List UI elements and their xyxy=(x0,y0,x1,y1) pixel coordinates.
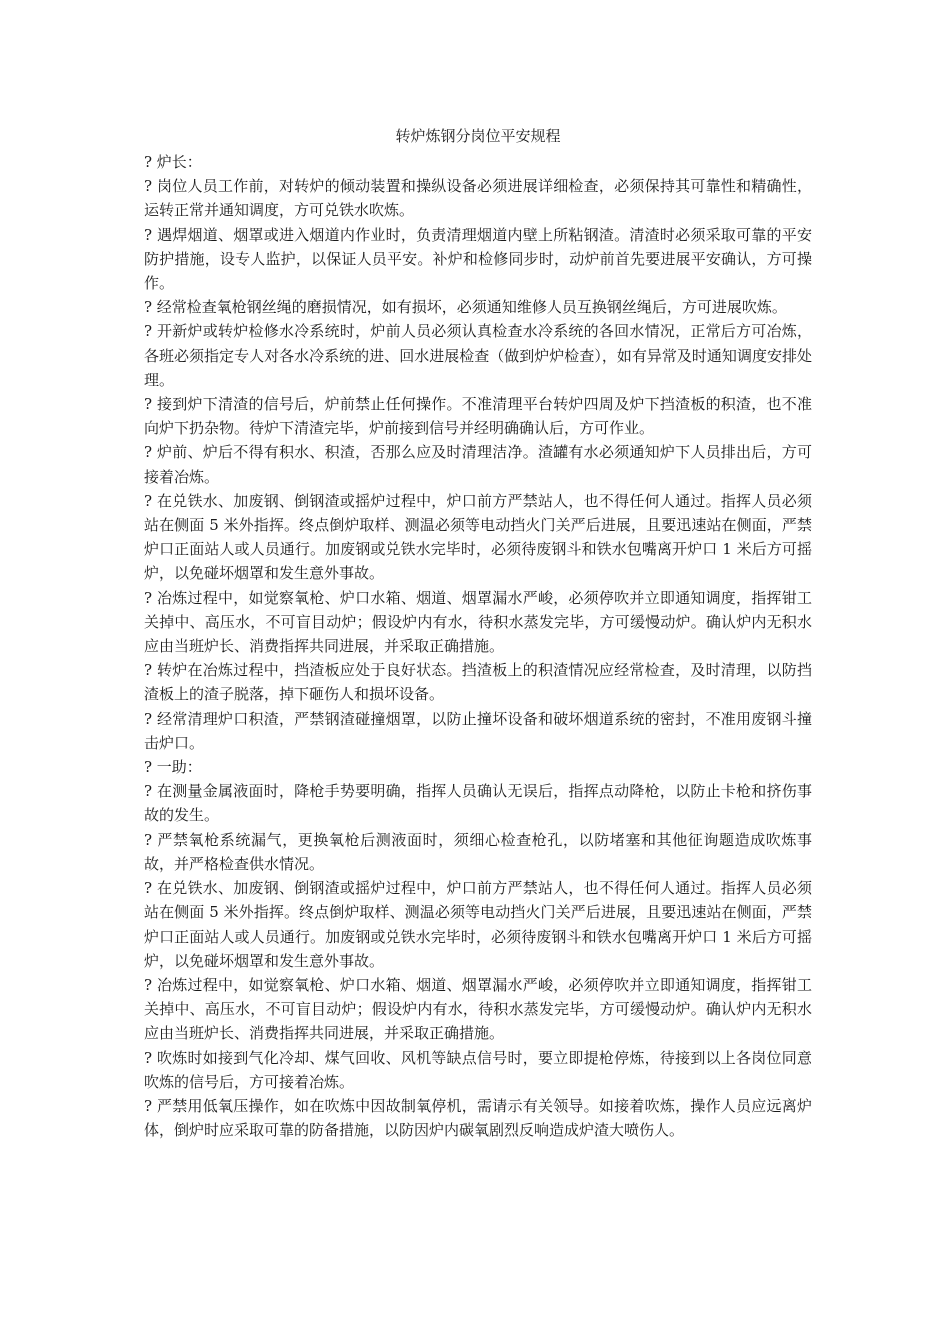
paragraph: ? 一助： xyxy=(144,758,202,777)
paragraph-list xyxy=(144,150,812,1142)
paragraph: ? 在兑铁水、加废钢、倒钢渣或摇炉过程中，炉口前方严禁站人，也不得任何人通过。指挥人员必须站在侧面 5 米外指挥。终点倒炉取样、测温必须等电动挡火门关严后进展，且要迅速站在侧面，严禁炉口正面站人或人员通行。加废钢或兑铁水完毕时，必须待废钢斗和铁水包嘴离开炉口 1 米后方可摇炉，以免碰坏烟罩和发生意外事故。 xyxy=(144,491,812,583)
document-title: 转炉炼钢分岗位平安规程 xyxy=(395,127,561,145)
paragraph: ? 接到炉下清渣的信号后，炉前禁止任何操作。不准清理平台转炉四周及炉下挡渣板的积渣，也不准向炉下扔杂物。待炉下清渣完毕，炉前接到信号并经明确确认后，方可作业。 xyxy=(144,395,812,438)
paragraph: ? 经常检查氧枪钢丝绳的磨损情况，如有损坏，必须通知维修人员互换钢丝绳后，方可进展吹炼。 xyxy=(144,298,787,317)
paragraph: ? 冶炼过程中，如觉察氧枪、炉口水箱、烟道、烟罩漏水严峻，必须停吹并立即通知调度，指挥钳工关掉中、高压水，不可盲目动炉；假设炉内有水，待积水蒸发完毕，方可缓慢动炉。确认炉内无积水应由当班炉长、消费指挥共同进展，并采取正确措施。 xyxy=(144,975,812,1043)
paragraph: ? 炉长： xyxy=(144,153,202,171)
paragraph: ? 经常清理炉口积渣，严禁钢渣碰撞烟罩，以防止撞坏设备和破坏烟道系统的密封，不准用废钢斗撞击炉口。 xyxy=(144,709,812,752)
document-body xyxy=(144,124,812,1142)
paragraph: ? 遇焊烟道、烟罩或进入烟道内作业时，负责清理烟道内壁上所粘钢渣。清渣时必须采取可靠的平安防护措施，设专人监护，以保证人员平安。补炉和检修同步时，动炉前首先要进展平安确认，方可操作。 xyxy=(144,225,812,293)
paragraph: ? 转炉在冶炼过程中，挡渣板应处于良好状态。挡渣板上的积渣情况应经常检查，及时清理，以防挡渣板上的渣子脱落，掉下砸伤人和损坏设备。 xyxy=(144,661,812,704)
paragraph: ? 吹炼时如接到气化冷却、煤气回收、风机等缺点信号时，要立即提枪停炼，待接到以上各岗位同意吹炼的信号后，方可接着冶炼。 xyxy=(144,1048,812,1091)
paragraph: ? 炉前、炉后不得有积水、积渣，否那么应及时清理洁净。渣罐有水必须通知炉下人员排出后，方可接着冶炼。 xyxy=(144,443,812,486)
paragraph: ? 严禁用低氧压操作，如在吹炼中因故制氧停机，需请示有关领导。如接着吹炼，操作人员应远离炉体，倒炉时应采取可靠的防备措施，以防因炉内碳氧剧烈反响造成炉渣大喷伤人。 xyxy=(144,1096,812,1140)
paragraph: ? 严禁氧枪系统漏气，更换氧枪后测液面时，须细心检查枪孔，以防堵塞和其他征询题造成吹炼事故，并严格检查供水情况。 xyxy=(144,830,812,873)
paragraph: ? 开新炉或转炉检修水冷系统时，炉前人员必须认真检查水冷系统的各回水情况，正常后方可冶炼，各班必须指定专人对各水冷系统的进、回水进展检查（做到炉炉检查），如有异常及时通知调度安排处理。 xyxy=(144,322,812,389)
paragraph: ? 冶炼过程中，如觉察氧枪、炉口水箱、烟道、烟罩漏水严峻，必须停吹并立即通知调度，指挥钳工关掉中、高压水，不可盲目动炉；假设炉内有水，待积水蒸发完毕，方可缓慢动炉。确认炉内无积水应由当班炉长、消费指挥共同进展，并采取正确措施。 xyxy=(144,588,812,656)
paragraph: ? 在兑铁水、加废钢、倒钢渣或摇炉过程中，炉口前方严禁站人，也不得任何人通过。指挥人员必须站在侧面 5 米外指挥。终点倒炉取样、测温必须等电动挡火门关严后进展，且要迅速站在侧面，严禁炉口正面站人或人员通行。加废钢或兑铁水完毕时，必须待废钢斗和铁水包嘴离开炉口 1 米后方可摇炉，以免碰坏烟罩和发生意外事故。 xyxy=(144,879,812,970)
paragraph: ? 在测量金属液面时，降枪手势要明确，指挥人员确认无误后，指挥点动降枪，以防止卡枪和挤伤事故的发生。 xyxy=(144,782,812,825)
paragraph: ? 岗位人员工作前，对转炉的倾动装置和操纵设备必须进展详细检查，必须保持其可靠性和精确性，运转正常并通知调度，方可兑铁水吹炼。 xyxy=(144,177,812,220)
